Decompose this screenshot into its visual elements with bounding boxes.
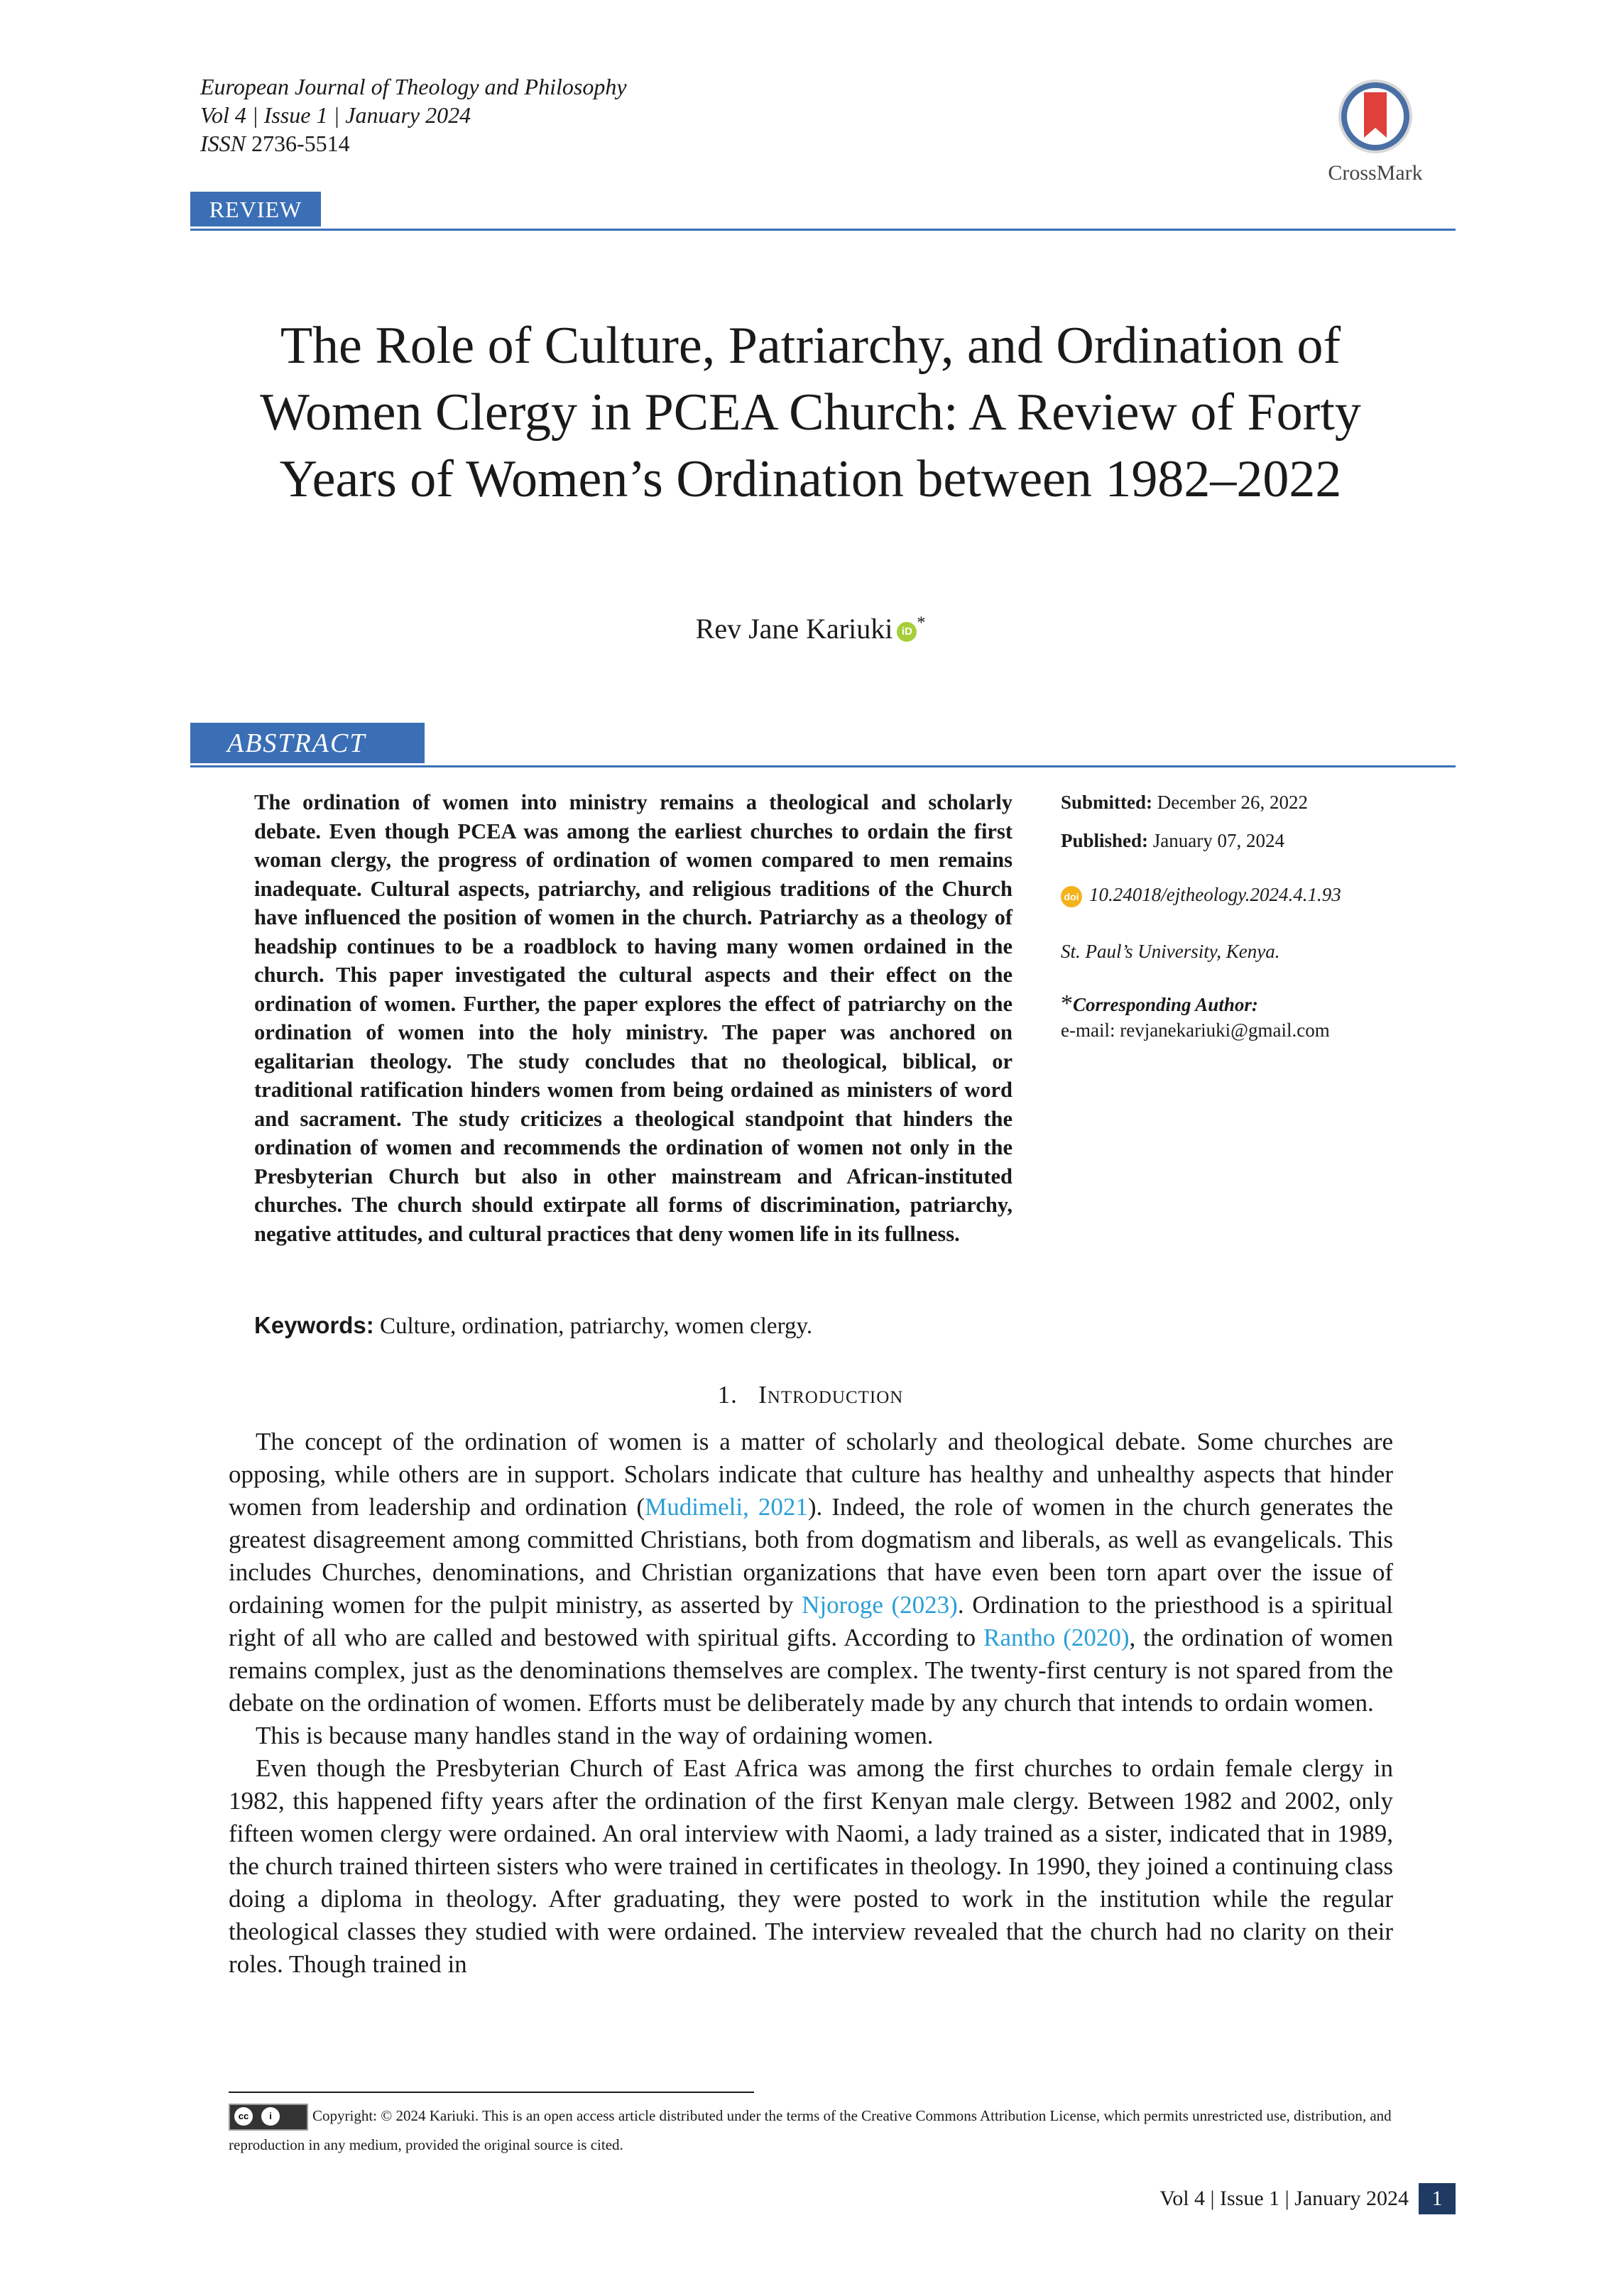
crossmark-icon: [1336, 77, 1415, 156]
submitted-label: Submitted:: [1061, 792, 1153, 813]
page-footer: [1037, 2183, 1456, 2214]
abstract-bar: [190, 723, 1456, 767]
footer-issue: Vol 4 | Issue 1 | January 2024: [1159, 2187, 1409, 2210]
journal-name: European Journal of Theology and Philosophy: [200, 74, 627, 99]
doi-link[interactable]: 10.24018/ejtheology.2024.4.1.93: [1089, 884, 1341, 905]
article-info-sidebar: [1061, 789, 1458, 1043]
orcid-icon[interactable]: iD: [897, 622, 917, 642]
journal-issue: Vol 4 | Issue 1 | January 2024: [200, 102, 471, 128]
citation-njoroge[interactable]: Njoroge (2023): [802, 1591, 958, 1619]
crossmark-badge[interactable]: [1322, 77, 1429, 183]
paragraph-1-part-d: , the ordination of women remains complex, just as the denominations themselves are complex. The twenty-first century is not spared from the debate on the ordination of women. Efforts must be deliberately made by any church that intends to ordain women.: [229, 1624, 1393, 1717]
body-text: [229, 1426, 1393, 1981]
issn-label: ISSN: [200, 131, 246, 156]
paragraph-2: This is because many handles stand in the way of ordaining women.: [256, 1722, 934, 1749]
published-date: January 07, 2024: [1152, 830, 1285, 851]
section-title: Introduction: [758, 1381, 904, 1409]
license-footnote: [229, 2101, 1393, 2159]
crossmark-label: CrossMark: [1328, 161, 1423, 185]
corresponding-label: Corresponding Author:: [1073, 994, 1258, 1015]
published-label: Published:: [1061, 830, 1149, 851]
abstract-text: The ordination of women into ministry remains a theological and scholarly debate. Even though PCEA was among the earliest churches to ordain the first woman clergy, the progress of ordination of women compared to men remains inadequate. Cultural aspects, patriarchy, and religious traditions of the Church have influenced the position of women in the church. Patriarchy as a theology of headship continues to be a roadblock to having many women ordained in the church. This paper investigated the cultural aspects and their effect on the ordination of women. Further, the paper explores the effect of patriarchy on the ordination of women into the holy ministry. The paper was anchored on egalitarian theology. The study concludes that no theological, biblical, or traditional ratification hinders women from being ordained as ministers of word and sacrament. The study criticizes a theological standpoint that hinders the ordination of women and recommends the ordination of women not only in the Presbyterian Church but also in other mainstream and African-instituted churches. The church should extirpate all forms of discrimination, patriarchy, negative attitudes, and cultural practices that deny women life in its fullness.: [254, 790, 1013, 1246]
corresponding-author: [1061, 991, 1458, 1017]
article-title: The Role of Culture, Patriarchy, and Ordination of Women Clergy in PCEA Church: A Review of Forty Years of Women’s Ordination between 1982–2022: [260, 317, 1361, 508]
footnote-divider: [229, 2092, 754, 2093]
paragraph-1-part-b: ). Indeed, the role of women in the church generates the greatest disagreement among committed Christians, both from dogmatism and liberals, as well as evangelicals. This includes Churches, denominations, and Christian organizations that have even been torn apart over the issue of ordaining women for the pulpit ministry, as asserted by: [229, 1493, 1393, 1619]
article-type-bar: [190, 192, 1456, 231]
paragraph-1-part-c: . Ordination to the priesthood is a spiritual right of all who are called and bestowed with spiritual gifts. According to: [229, 1591, 1393, 1651]
author-name: Rev Jane Kariuki: [695, 613, 893, 645]
article-type-tag: REVIEW: [190, 192, 321, 226]
section-heading: [213, 1381, 1408, 1409]
keywords: [254, 1312, 1319, 1340]
doi-icon: doi: [1061, 886, 1082, 907]
submitted-date: December 26, 2022: [1157, 792, 1308, 813]
license-text: Copyright: © 2024 Kariuki. This is an open access article distributed under the terms of the Creative Commons Attribution License, which permits unrestricted use, distribution, and reproduction in any medium, provided the original source is cited.: [229, 2107, 1392, 2154]
keywords-label: Keywords:: [254, 1312, 374, 1338]
doi-row[interactable]: [1061, 882, 1458, 907]
journal-header: [200, 72, 627, 158]
citation-rantho[interactable]: Rantho (2020): [983, 1624, 1130, 1651]
affiliation: St. Paul’s University, Kenya.: [1061, 941, 1280, 962]
author-line: [213, 612, 1408, 645]
submitted-row: [1061, 789, 1458, 815]
corresponding-email[interactable]: e-mail: revjanekariuki@gmail.com: [1061, 1019, 1330, 1041]
page-number: 1: [1419, 2183, 1456, 2214]
section-number: 1.: [717, 1381, 738, 1409]
author-asterisk: *: [917, 613, 926, 633]
paragraph-1: [229, 1426, 1393, 1720]
journal-issn: [200, 129, 627, 158]
paragraph-1-part-a: The concept of the ordination of women is a matter of scholarly and theological debate. Some churches are opposing, while others are in support. Scholars indicate that culture has healthy and unhealthy aspects that hinder women from leadership and ordination (: [229, 1428, 1393, 1521]
cc-by-icon[interactable]: cc i: [229, 2104, 308, 2131]
abstract-heading: ABSTRACT: [190, 723, 425, 763]
citation-mudimeli[interactable]: Mudimeli, 2021: [645, 1493, 808, 1521]
paragraph-3: Even though the Presbyterian Church of East Africa was among the first churches to ordain female clergy in 1982, this happened fifty years after the ordination of the first Kenyan male clergy. Between 1982 and 2002, only fifteen women clergy were ordained. An oral interview with Naomi, a lady trained as a sister, indicated that in 1989, the church trained thirteen sisters who were trained in certificates in theology. In 1990, they joined a continuing class doing a diploma in theology. After graduating, they were posted to work in the institution while the regular theological classes they studied with were ordained. The interview revealed that the church had no clarity on their roles. Though trained in: [229, 1754, 1393, 1978]
keywords-text: Culture, ordination, patriarchy, women clergy.: [379, 1313, 813, 1339]
published-row: [1061, 828, 1458, 853]
issn-value: 2736-5514: [251, 131, 350, 156]
corresponding-asterisk: *: [1061, 990, 1073, 1017]
